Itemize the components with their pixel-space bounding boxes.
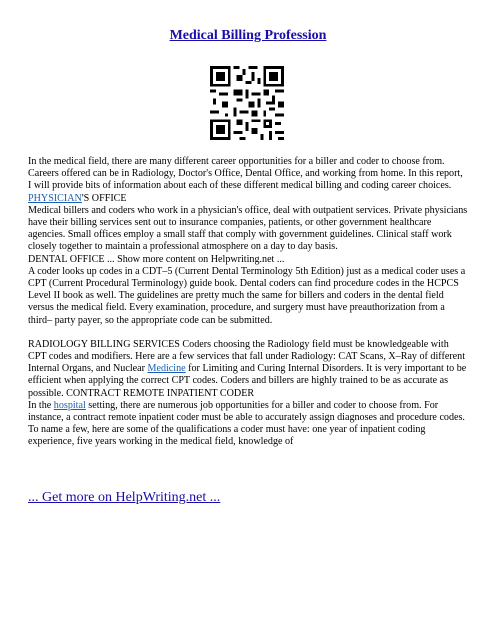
get-more-link[interactable]: ... Get more on HelpWriting.net ... [28,490,221,505]
hospital-text-b: setting, there are numerous job opportunities for a biller and coder to choose from. For instance, a contract remote inpatient coder must be able to accurately assign diagnoses and procedure codes. To name a few, here are some of the qualifications a coder must have: one year of inpatient coding experience, five years working in the medical field, knowledge of [28,399,465,448]
dental-paragraph: A coder looks up codes in a CDT–5 (Current Dental Terminology 5th Edition) just as a medical coder uses a CPT (Current Procedural Terminology) guide book. Dental coders can find procedure codes in the HCPCS Level II book as well. The guidelines are pretty much the same for billers and coders in the dental field versus the medical field. Every examination, procedure, and surgery must have preauthorization from a third– party payer, so the appropriate code can be submitted. [28,265,466,326]
physician-link[interactable]: PHYSICIAN [28,192,82,204]
hospital-link[interactable]: hospital [53,399,86,411]
physician-paragraph: Medical billers and coders who work in a physician's office, deal with outpatient services. Private physicians have their billing services sent out to insurance companies, patients, or other government healthcare agencies. Small offices employ a small staff that comply with government guidelines. Clinical staff work closely together to maintain a professional atmosphere on a day to day basis. [28,204,468,253]
physician-heading-text: 'S OFFICE [81,192,127,204]
medicine-link[interactable]: Medicine [147,363,186,375]
physician-heading [28,193,468,205]
paragraph-gap [28,327,468,339]
qr-code-icon [210,66,284,140]
document-title-link[interactable]: Medical Billing Profession [169,28,327,43]
dental-heading: DENTAL OFFICE ... Show more content on Helpwriting.net ... [28,253,285,265]
document-body [28,156,468,449]
radiology-text-b: for Limiting and Curing Internal Disorders. It is very important to be efficient when applying the correct CPT codes. Coders and billers are highly trained to be as accurate as possible. CONTRACT REMOTE INPATIENT CODER [28,363,467,399]
hospital-text-a: In the [28,399,54,411]
radiology-text-a: RADIOLOGY BILLING SERVICES Coders choosing the Radiology field must be knowledgeable with CPT codes and modifiers. Here are a few services that fall under Radiology: CAT Scans, X–Ray of different Internal Organs, and Nuclear [28,338,465,375]
hospital-paragraph [28,400,468,449]
radiology-paragraph [28,339,468,400]
intro-paragraph: In the medical field, there are many different career opportunities for a biller and coder to choose from. Careers offered can be in Radiology, Doctor's Office, Dental Office, and working from home. In this report, I will provide bits of information about each of these different medical billing and coding career choices. [28,156,463,192]
